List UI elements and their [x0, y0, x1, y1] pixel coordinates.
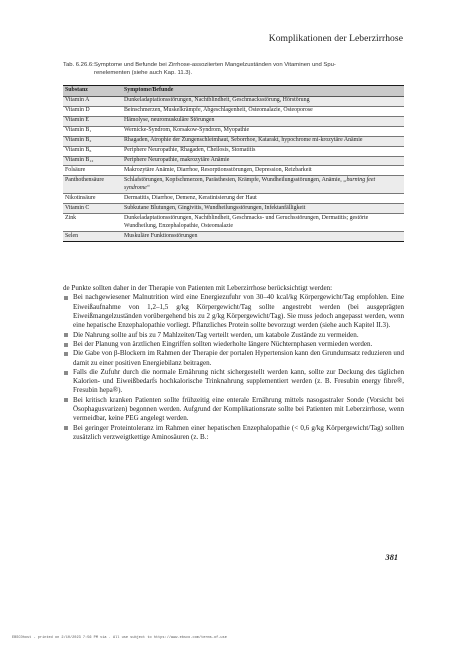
- page-number: 381: [385, 553, 398, 562]
- symptoms-cell: Hämolyse, neuromuskuläre Störungen: [124, 117, 215, 124]
- substance-cell: Zink: [65, 214, 77, 221]
- substance-cell: Vitamin B₂: [65, 137, 92, 144]
- symptoms-cell: Dermatitis, Diarrhoe, Demenz, Keratinisierung der Haut: [124, 194, 257, 201]
- list-item: Bei der Planung von ärztlichen Eingriffen sollten wiederholte längere Nüchternphasen vermieden werden.: [63, 340, 404, 349]
- substance-cell: Vitamin B₁: [65, 127, 92, 134]
- column-header-symptoms: Symptome/Befunde: [124, 86, 174, 93]
- table-row: [63, 157, 404, 167]
- symptoms-italic-term: „burning feet syndrome“: [124, 177, 376, 191]
- table-row: [63, 147, 404, 157]
- substance-cell: Vitamin A: [65, 97, 90, 104]
- symptoms-table: [63, 85, 404, 242]
- list-item: Die Gabe von β-Blockern im Rahmen der Therapie der portalen Hypertension kann den Grundumsatz reduzieren und damit zu einer positiven Energiebilanz beitragen.: [63, 349, 404, 368]
- table-number: Tab. 6.26.6:: [63, 62, 94, 68]
- list-item: Bei geringer Proteintoleranz im Rahmen einer hepatischen Enzephalopathie (< 0,6 g/kg Körpergewicht/Tag) sollten zusätzlich verzweigtkettige Aminosäuren (z. B.:: [63, 424, 404, 443]
- symptoms-cell: Dunkeladaptationsstörungen, Nachtblindheit, Geschmacksstörung, Hörstörung: [124, 97, 310, 104]
- table-row: [63, 137, 404, 147]
- table-row: [63, 166, 404, 176]
- square-bullet-icon: [64, 426, 68, 430]
- table-row: [63, 127, 404, 137]
- body-text: [63, 284, 404, 442]
- symptoms-cell: Periphere Neuropathie, Rhagaden, Cheilosis, Stomatitis: [124, 147, 256, 154]
- table-row: [63, 232, 404, 241]
- list-item: Bei kritisch kranken Patienten sollte frühzeitig eine enterale Ernährung mittels nasogastraler Sonde (Vorsicht bei Ösophagusvarizen) begonnen werden. Aufgrund der Komplikationsrate sollte bei Patienten mit Leberzirrhose, wenn vermeidbar, keine PEG angelegt werden.: [63, 396, 404, 424]
- square-bullet-icon: [64, 343, 68, 347]
- table-row: [63, 214, 404, 232]
- square-bullet-icon: [64, 333, 68, 337]
- square-bullet-icon: [64, 371, 68, 375]
- symptoms-cell: Rhagaden, Atrophie der Zungenschleimhaut, Seborrhoe, Katarakt, hypochrome mi-krozytäre Anämie: [124, 137, 363, 144]
- list-item: Falls die Zufuhr durch die normale Ernährung nicht sichergestellt werden kann, sollte zur Deckung des täglichen Kalorien- und Eiweißbedarfs hochkalorische Trinknahrung supplementiert werden (z. B. Fresubin energy fibre®, Fresubin hepa®).: [63, 368, 404, 396]
- intro-paragraph: de Punkte sollten daher in der Therapie von Patienten mit Leberzirrhose berücksichtigt werden:: [63, 284, 333, 292]
- table-body: [63, 97, 404, 241]
- symptoms-cell: Beinschmerzen, Muskelkrämpfe, Abgeschlagenheit, Osteomalazie, Osteoporose: [124, 107, 313, 114]
- substance-cell: Nikotinsäure: [65, 194, 96, 201]
- square-bullet-icon: [64, 296, 68, 300]
- symptoms-cell: Muskuläre Funktionsstörungen: [124, 232, 198, 239]
- substance-cell: Vitamin B₁₂: [65, 157, 94, 164]
- square-bullet-icon: [64, 398, 68, 402]
- substance-cell: Vitamin D: [65, 107, 90, 114]
- table-row: [63, 194, 404, 204]
- table-row: [63, 97, 404, 107]
- symptoms-cell: Subkutane Blutungen, Gingivitis, Wundheilungsstörungen, Infektanfälligkeit: [124, 204, 306, 211]
- table-caption: [63, 61, 408, 77]
- ebsco-footer: EBSCOhost - printed on 2/10/2023 7:56 PM via . All use subject to https://www.ebsco.com/terms-of-use: [12, 636, 227, 640]
- list-item: Bei nachgewiesener Malnutrition wird eine Energiezufuhr von 30–40 kcal/kg Körpergewicht/Tag empfohlen. Eine Eiweißaufnahme von 1,2–1,5 g/kg Körpergewicht/Tag sollte angestrebt werden (bei ausgeprägten Eiweißmangelzuständen vorübergehend bis zu 2 g/kg Körpergewicht/Tag). Sie muss jedoch angepasst werden, wenn eine hepatische Enzephalopathie vorliegt. Pflanzliches Protein sollte bevorzugt werden (siehe auch Kapitel II.3).: [63, 293, 404, 330]
- symptoms-cell: Dunkeladaptationsstörungen, Nachtblindheit, Geschmacks- und Geruchsstörungen, Dermatitis; gestörte Wundheilung, Enzephalopathie, Osteomalazie: [124, 214, 369, 229]
- symptoms-cell: Makrozytäre Anämie, Diarrhoe, Resorptionsstörungen, Depression, Reizbarkeit: [124, 167, 312, 174]
- substance-cell: Vitamin B₆: [65, 147, 92, 154]
- table-header-row: [63, 86, 404, 97]
- square-bullet-icon: [64, 352, 68, 356]
- table-caption-line1: Tab. 6.26.6:Symptome und Befunde bei Zirrhose-assoziierten Mangelzuständen von Vitaminen und Spu-: [63, 62, 336, 68]
- substance-cell: Vitamin C: [65, 204, 90, 211]
- running-header: Komplikationen der Leberzirrhose: [268, 33, 403, 44]
- substance-cell: Selen: [65, 232, 79, 239]
- table-row: [63, 176, 404, 194]
- substance-cell: Panthothensäure: [65, 177, 104, 184]
- table-row: [63, 117, 404, 127]
- substance-cell: Vitamin E: [65, 117, 90, 124]
- list-item: Die Nahrung sollte auf bis zu 7 Mahlzeiten/Tag verteilt werden, um katabole Zustände zu vermeiden.: [63, 331, 404, 340]
- recommendation-list: [63, 293, 404, 442]
- symptoms-cell: Schlafstörungen, Kopfschmerzen, Parästhesien, Krämpfe, Wundheilungsstörungen, Anämie, „burning feet syndrome“: [124, 177, 376, 191]
- symptoms-cell: Wernicke-Syndrom, Korsakow-Syndrom, Myopathie: [124, 127, 250, 134]
- column-header-substance: Substanz: [65, 86, 88, 93]
- table-caption-line2: renelementen (siehe auch Kap. 11.3).: [94, 70, 193, 77]
- table-row: [63, 204, 404, 214]
- substance-cell: Folsäure: [65, 167, 86, 174]
- symptoms-cell: Periphere Neuropathie, makrozytäre Anämie: [124, 157, 230, 164]
- table-row: [63, 107, 404, 117]
